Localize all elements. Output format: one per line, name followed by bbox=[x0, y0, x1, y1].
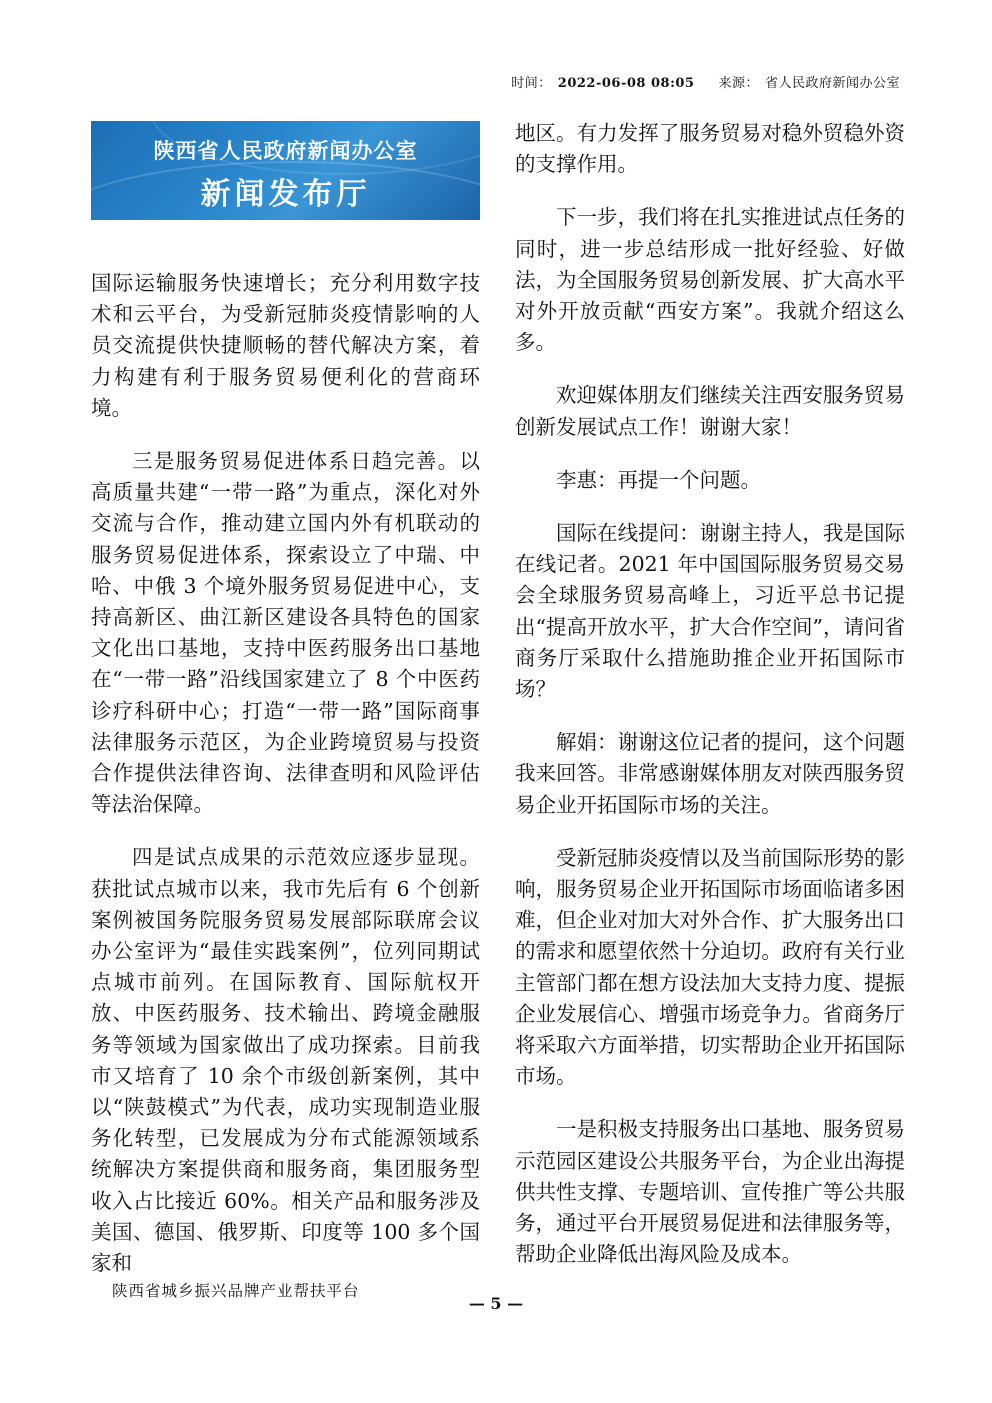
paragraph: 解娟：谢谢这位记者的提问，这个问题我来回答。非常感谢媒体朋友对陕西服务贸易企业开拓国际市场的关注。 bbox=[515, 730, 905, 817]
paragraph: 地区。有力发挥了服务贸易对稳外贸稳外资的支撑作用。 bbox=[515, 121, 905, 177]
paragraph: 四是试点成果的示范效应逐步显现。获批试点城市以来，我市先后有 6 个创新案例被国务院服务贸易发展部际联席会议办公室评为“最佳实践案例”，位列同期试点城市前列。在国际教育、国际航权开放、中医药服务、技术输出、跨境金融服务等领域为国家做出了成功探索。目前我市又培育了 10 余个市级创新案例，其中以“陕鼓模式”为代表，成功实现制造业服务化转型，已发展成为分布式能源领域系统解决方案提供商和服务商，集团服务型收入占比接近 60%。相关产品和服务涉及美国、德国、俄罗斯、印度等 100 多个国家和 bbox=[91, 845, 480, 1276]
paragraph: 国际在线提问：谢谢主持人，我是国际在线记者。2021 年中国国际服务贸易交易会全球服务贸易高峰上，习近平总书记提出“提高开放水平，扩大合作空间”，请问省商务厅采取什么措施助推企业开拓国际市场？ bbox=[515, 521, 905, 702]
source-label: 来源： bbox=[718, 76, 759, 91]
footer-platform-name: 陕西省城乡振兴品牌产业帮扶平台 bbox=[112, 1282, 360, 1300]
paragraph: 受新冠肺炎疫情以及当前国际形势的影响，服务贸易企业开拓国际市场面临诸多困难，但企业对加大对外合作、扩大服务出口的需求和愿望依然十分迫切。政府有关行业主管部门都在想方设法加大支持力度、提振企业发展信心、增强市场竞争力。省商务厅将采取六方面举措，切实帮助企业开拓国际市场。 bbox=[515, 845, 905, 1089]
paragraph: 李惠：再提一个问题。 bbox=[556, 467, 761, 492]
press-room-banner bbox=[91, 121, 480, 220]
banner-office-title: 陕西省人民政府新闻办公室 bbox=[153, 139, 418, 163]
time-label: 时间： bbox=[511, 76, 552, 91]
publish-time: 2022-06-08 08:05 bbox=[557, 76, 695, 91]
page-number: — 5 — bbox=[468, 1294, 524, 1313]
left-column bbox=[91, 268, 480, 1301]
document-header bbox=[505, 72, 900, 91]
paragraph: 一是积极支持服务出口基地、服务贸易示范园区建设公共服务平台，为企业出海提供共性支撑、专题培训、宣传推广等公共服务，通过平台开展贸易促进和法律服务等，帮助企业降低出海风险及成本。 bbox=[515, 1117, 905, 1267]
right-column bbox=[515, 118, 905, 1293]
paragraph: 国际运输服务快速增长；充分利用数字技术和云平台，为受新冠肺炎疫情影响的人员交流提供快捷顺畅的替代解决方案，着力构建有利于服务贸易便利化的营商环境。 bbox=[91, 271, 480, 420]
banner-press-hall-title: 新闻发布厅 bbox=[200, 177, 371, 212]
paragraph: 三是服务贸易促进体系日趋完善。以高质量共建“一带一路”为重点，深化对外交流与合作，推动建立国内外有机联动的服务贸易促进体系，探索设立了中瑞、中哈、中俄 3 个境外服务贸易促进中心，支持高新区、曲江新区建设各具特色的国家文化出口基地，支持中医药服务出口基地在“一带一路”沿线国家建立了 8 个中医药诊疗科研中心；打造“一带一路”国际商事法律服务示范区，为企业跨境贸易与投资合作提供法律咨询、法律查明和风险评估等法治保障。 bbox=[91, 449, 480, 817]
paragraph: 下一步，我们将在扎实推进试点任务的同时，进一步总结形成一批好经验、好做法，为全国服务贸易创新发展、扩大高水平对外开放贡献“西安方案”。我就介绍这么多。 bbox=[515, 205, 905, 355]
source-value: 省人民政府新闻办公室 bbox=[764, 76, 900, 91]
paragraph: 欢迎媒体朋友们继续关注西安服务贸易创新发展试点工作！谢谢大家！ bbox=[515, 383, 905, 439]
